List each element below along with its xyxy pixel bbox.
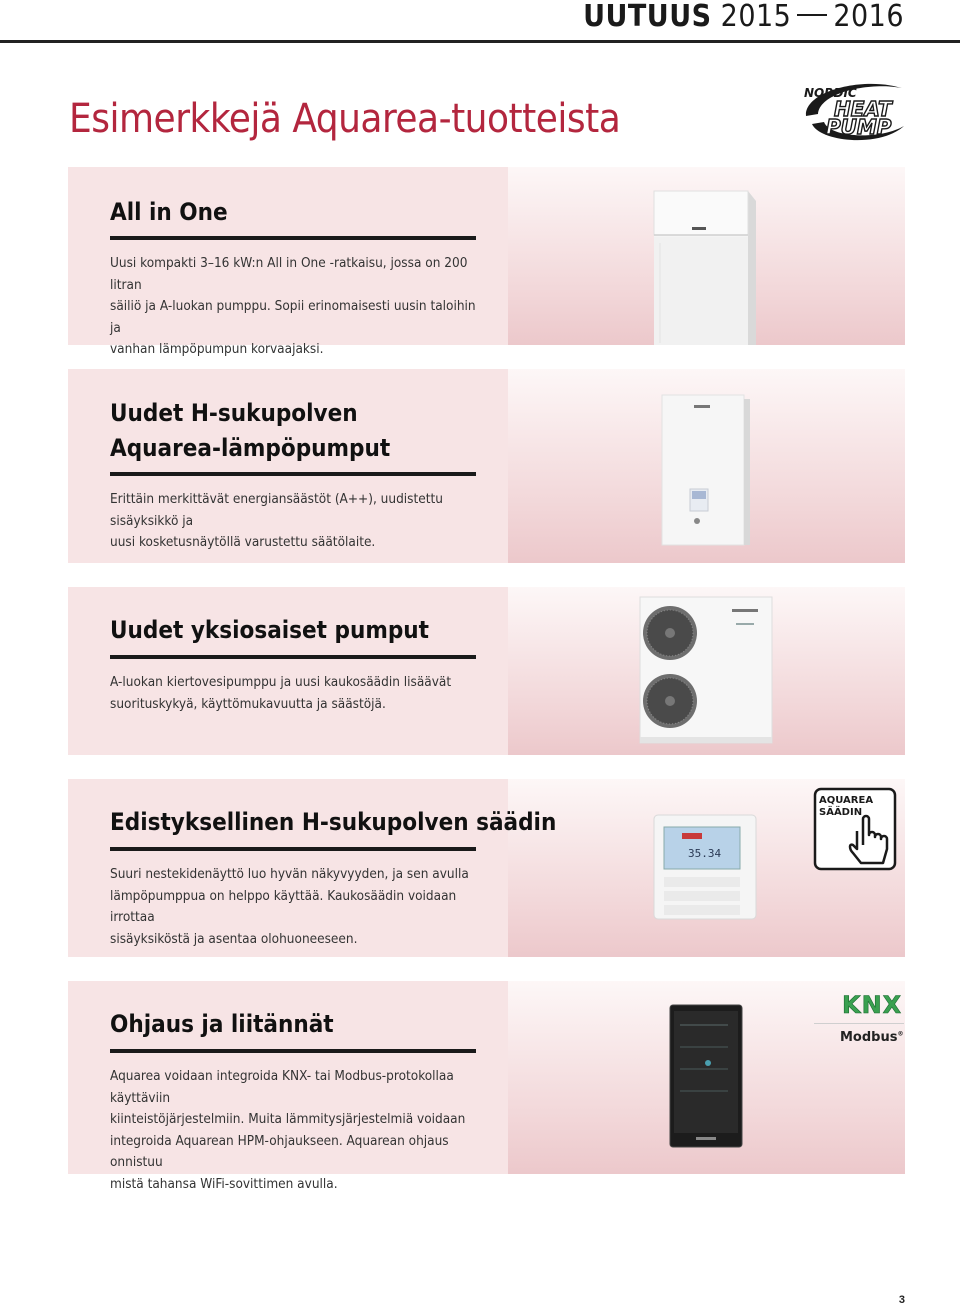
section-title-line: Uudet yksiosaiset pumput	[110, 616, 430, 644]
description-line: vanhan lämpöpumpun korvaajaksi.	[110, 341, 324, 357]
section-controller	[68, 779, 905, 957]
description-line: Uusi kompakti 3–16 kW:n All in One -ratkaisu, jossa on 200 litran	[110, 255, 468, 293]
indoor-unit-image	[658, 391, 754, 547]
header-year-end: 2016	[833, 0, 904, 34]
badge-line-aquarea: AQUAREA	[819, 795, 874, 806]
section-title-line: Aquarea-lämpöpumput	[110, 434, 391, 462]
header-uutuus: UUTUUS	[583, 0, 712, 34]
header-rule	[0, 40, 960, 43]
badge-line-saadin: SÄÄDIN	[819, 807, 863, 818]
section-title	[110, 613, 429, 648]
description-line: A-luokan kiertovesipumppu ja uusi kaukosäädin lisäävät	[110, 674, 452, 690]
section-control-and-connections	[68, 981, 905, 1192]
header-edition	[583, 0, 904, 34]
aquarea-saadin-badge	[813, 787, 897, 871]
page-title: Esimerkkejä Aquarea-tuotteista	[69, 96, 621, 142]
logo-divider	[814, 1023, 904, 1024]
description-line: sisäyksiköstä ja asentaa olohuoneeseen.	[110, 930, 358, 947]
knx-logo-text: KNX	[842, 991, 902, 1019]
description-line: lämpöpumppua on helppo käyttää. Kaukosäädin voidaan irrottaa	[110, 887, 457, 925]
remote-controller-image	[652, 813, 760, 923]
section-title-line: Uudet H-sukupolven	[110, 399, 358, 427]
section-rule	[110, 472, 476, 476]
description-line: Erittäin merkittävät energiansäästöt (A++), uudistettu sisäyksikkö ja	[110, 491, 443, 529]
touch-panel-image	[668, 1003, 744, 1149]
section-title	[110, 805, 556, 840]
nordic-heat-pump-logo	[800, 72, 908, 148]
section-title-line: Ohjaus ja liitännät	[110, 1010, 334, 1038]
all-in-one-unit-image	[648, 187, 762, 345]
logo-text-heat: HEAT	[834, 97, 892, 121]
header-year-start: 2015	[720, 0, 792, 34]
section-title-line: Edistyksellinen H-sukupolven säädin	[110, 808, 557, 836]
section-rule	[110, 847, 476, 851]
description-line: uusi kosketusnäytöllä varustettu säätölaite.	[110, 534, 376, 550]
logo-text-pump: PUMP	[826, 115, 892, 139]
logo-text-nordic: NORDIC	[804, 86, 857, 100]
section-rule	[110, 655, 476, 659]
knx-logo	[838, 989, 902, 1019]
section-rule	[110, 1049, 476, 1053]
section-description	[110, 253, 490, 361]
outdoor-unit-image	[636, 595, 776, 747]
description-line: Suuri nestekidenäyttö luo hyvän näkyvyyden, ja sen avulla	[110, 866, 469, 882]
section-description	[110, 489, 490, 554]
header-dash	[797, 14, 827, 16]
description-line: säiliö ja A-luokan pumppu. Sopii erinomaisesti uusin taloihin ja	[110, 298, 476, 336]
section-title	[110, 1007, 334, 1042]
section-h-generation-heat-pumps	[68, 369, 905, 563]
section-monoblock-pumps	[68, 587, 905, 755]
description-line: kiinteistöjärjestelmiin. Muita lämmitysjärjestelmiä voidaan	[110, 1111, 466, 1127]
section-all-in-one	[68, 167, 905, 357]
section-title-line: All in One	[110, 198, 228, 226]
section-title	[110, 396, 390, 466]
modbus-logo-text: Modbus	[840, 1030, 898, 1045]
section-description	[110, 1066, 490, 1195]
description-line: suorituskykyä, käyttömukavuutta ja säästöjä.	[110, 695, 386, 712]
description-line: mistä tahansa WiFi-sovittimen avulla.	[110, 1175, 338, 1192]
controller-display-reading: 35.34	[688, 847, 722, 860]
description-line: integroida Aquarean HPM-ohjaukseen. Aquarean ohjaus onnistuu	[110, 1132, 449, 1170]
section-title	[110, 195, 228, 230]
page-number: 3	[898, 1294, 905, 1306]
section-description	[110, 864, 490, 950]
section-rule	[110, 236, 476, 240]
description-line: Aquarea voidaan integroida KNX- tai Modbus-protokollaa käyttäviin	[110, 1068, 454, 1106]
modbus-logo: Modbus®	[840, 1030, 904, 1045]
section-description	[110, 672, 490, 715]
